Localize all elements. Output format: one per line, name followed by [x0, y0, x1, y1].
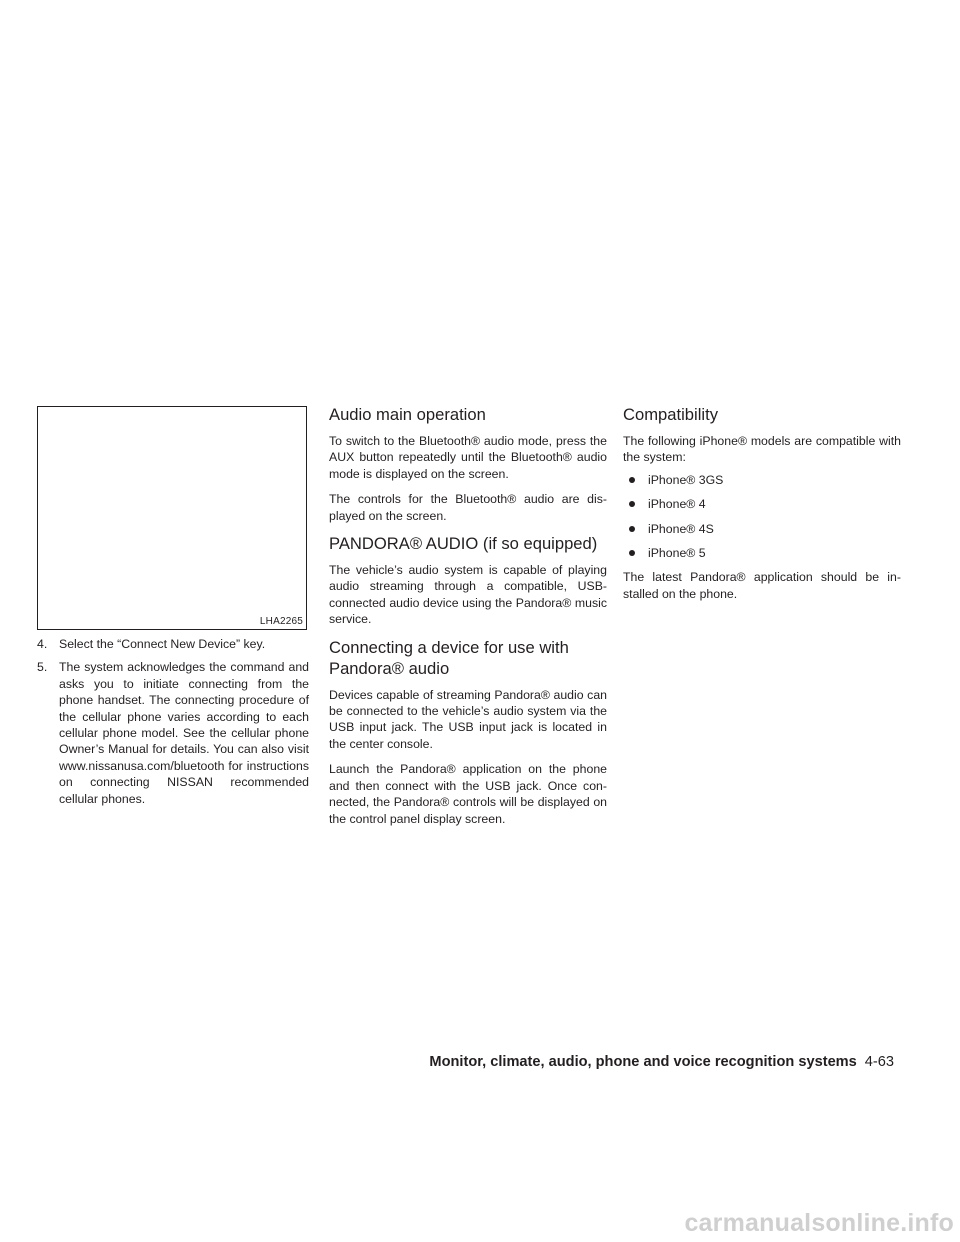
- audio-main-heading: Audio main operation: [329, 405, 486, 424]
- connecting-paragraph-2: Launch the Pandora® application on the phone and then connect with the USB jack. Once connected, the Pandora® controls will be displayed on the control panel display screen.: [329, 762, 607, 826]
- step-number: 4.: [37, 637, 48, 651]
- step-item: [37, 636, 309, 652]
- model-name: iPhone® 4S: [648, 521, 714, 536]
- model-name: iPhone® 5: [648, 546, 706, 561]
- connecting-heading: Connecting a device for use with Pandora® audio: [329, 637, 569, 678]
- compatibility-intro: The following iPhone® models are compatible with the system:: [623, 434, 901, 465]
- list-item: [623, 472, 901, 488]
- pandora-heading: PANDORA® AUDIO (if so equipped): [329, 534, 598, 554]
- steps-column: [37, 636, 309, 814]
- step-number: 5.: [37, 660, 48, 675]
- figure-placeholder: [37, 406, 307, 630]
- model-name: iPhone® 4: [648, 497, 706, 512]
- step-text: Select the “Connect New Device” key.: [59, 637, 266, 651]
- page-footer: [429, 1053, 894, 1071]
- audio-main-paragraph-1: To switch to the Bluetooth® audio mode, press the AUX button repeatedly until the Bluetooth® audio mode is displayed on the screen.: [329, 434, 607, 481]
- list-item: [623, 545, 901, 561]
- compatibility-outro: The latest Pandora® application should be installed on the phone.: [623, 570, 901, 601]
- figure-code: LHA2265: [259, 616, 303, 627]
- right-column: [623, 404, 901, 611]
- model-name: iPhone® 3GS: [648, 472, 724, 487]
- pandora-paragraph: The vehicle’s audio system is capable of playing audio streaming through a compatible, USB-connected audio device using the Pandora® music service.: [329, 563, 607, 627]
- bullet-icon: [629, 550, 635, 556]
- compatibility-heading: Compatibility: [623, 405, 718, 424]
- page-number: 4-63: [864, 1054, 894, 1070]
- compatible-models-list: [623, 472, 901, 562]
- list-item: [623, 521, 901, 537]
- footer-section-title: Monitor, climate, audio, phone and voice recognition systems: [429, 1054, 857, 1070]
- bullet-icon: [629, 526, 635, 532]
- bullet-icon: [629, 501, 635, 507]
- connecting-paragraph-1: Devices capable of streaming Pandora® audio can be connected to the vehicle’s audio system via the USB input jack. The USB input jack is located in the center console.: [329, 687, 607, 751]
- list-item: [623, 496, 901, 512]
- bullet-icon: [629, 477, 635, 483]
- audio-main-paragraph-2: The controls for the Bluetooth® audio are displayed on the screen.: [329, 492, 607, 523]
- step-item: [37, 659, 309, 807]
- watermark-text: carmanualsonline.info: [684, 1209, 954, 1237]
- step-text: The system acknowledges the command and asks you to initiate connecting from the phone handset. The connecting procedure of the cellular phone varies according to each cellular phone model. See the cellular phone Owner’s Manual for details. You can also visit www.nissanusa.com/bluetooth for instructions on connecting NISSAN recommended cellular phones.: [59, 660, 309, 806]
- middle-column: [329, 404, 607, 836]
